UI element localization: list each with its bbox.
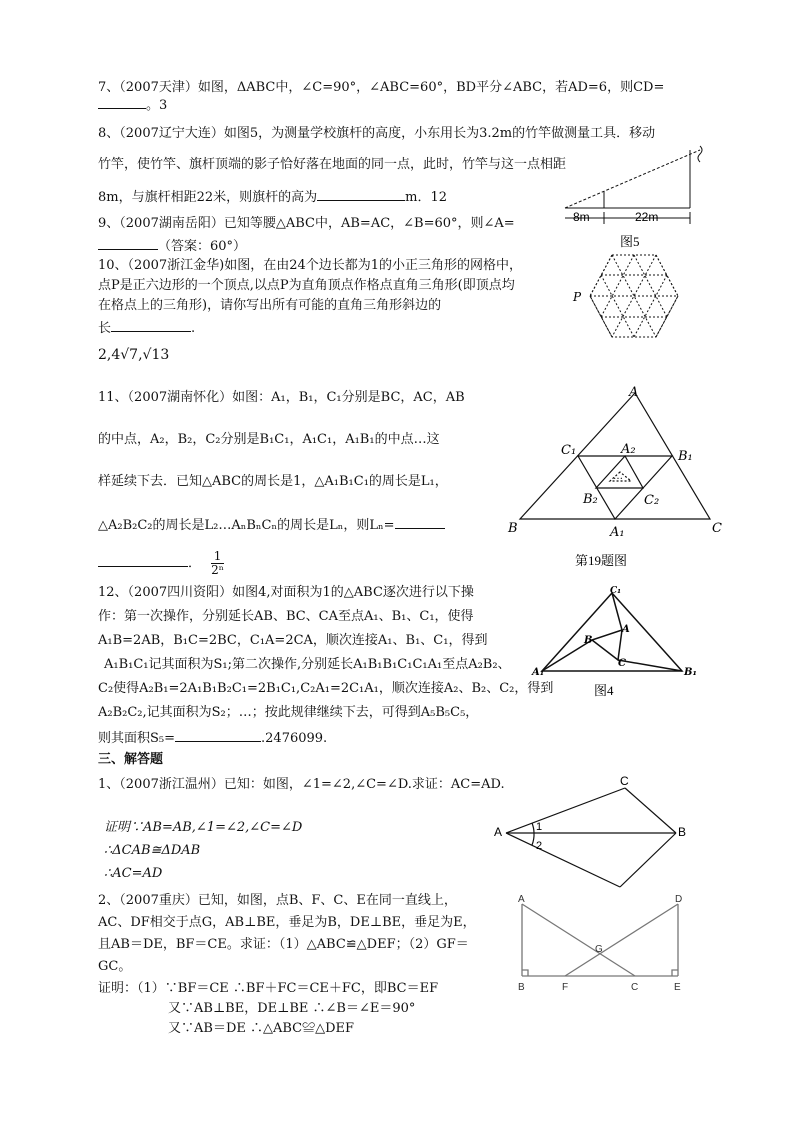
q12-line3: A₁B=2AB，B₁C=2BC，C₁A=2CA，顺次连接A₁、B₁、C₁，得到 (98, 633, 488, 648)
section-3-heading: 三、解答题 (98, 752, 164, 767)
p1-proof1: 证明∵AB=AB,∠1=∠2,∠C=∠D (104, 820, 303, 835)
q10-line4: 长 . (98, 321, 196, 336)
p1-proof2: ∴ΔCAB≅ΔDAB (104, 843, 201, 858)
q12-line6: A₂B₂C₂,记其面积为S₂；…；按此规律继续下去，可得到A₅B₅C₅， (98, 705, 479, 720)
p2-line1: 2、（2007重庆）已知，如图，点B、F、C、E在同一直线上， (98, 893, 457, 908)
figure-5-caption: 图5 (620, 234, 640, 249)
label-8m: 8m (573, 210, 590, 224)
shadow-ray (565, 150, 700, 208)
hexagon-grid-figure (570, 250, 695, 345)
svg-text:B₁: B₁ (684, 667, 697, 678)
q11-answer-fraction: $\frac{1}{\text{2ⁿ}}$ (211, 549, 224, 577)
q12-line7: 则其面积S₅= .2476099. (98, 731, 328, 746)
p2-proof2: 又∵AB⊥BE，DE⊥BE ∴∠B＝∠E＝90° (168, 1001, 416, 1016)
svg-text:…: … (613, 471, 623, 482)
q10-answer: 2,4√7,√13 (98, 347, 170, 363)
q12-line1: 12、（2007四川资阳）如图4,对面积为1的△ABC逐次进行以下操 (98, 585, 474, 600)
svg-text:A: A (629, 385, 639, 400)
p1-proof3: ∴AC=AD (104, 866, 163, 881)
svg-text:G: G (595, 944, 603, 955)
p2-line4: GC。 (98, 959, 132, 974)
crossing-lines-figure (510, 890, 695, 1000)
svg-text:B: B (518, 982, 525, 993)
p2-line3: 且AB＝DE，BF＝CE。求证：（1）△ABC≌△DEF；（2）GF＝ (98, 937, 469, 952)
svg-text:A: A (494, 825, 503, 839)
q11-line5: ． $\frac{1}{\text{2ⁿ}}$ (98, 550, 224, 577)
q8-line3: 8m，与旗杆相距22米，则旗杆的高为 m．12 (98, 190, 448, 205)
q11-line2: 的中点，A₂，B₂，C₂分别是B₁C₁，A₁C₁，A₁B₁的中点…这 (98, 432, 440, 447)
nested-triangles-figure (500, 383, 740, 568)
svg-text:1: 1 (536, 821, 543, 833)
svg-text:D: D (675, 894, 683, 905)
svg-text:A: A (518, 894, 525, 905)
q12-line2: 作：第一次操作，分别延长AB、BC、CA至点A₁、B₁、C₁，使得 (98, 609, 474, 624)
q12-line4: A₁B₁C₁记其面积为S₁;第二次操作,分别延长A₁B₁B₁C₁C₁A₁至点A₂B₂、 (104, 657, 511, 672)
svg-text:B: B (508, 521, 518, 536)
q7-blank (98, 96, 146, 109)
svg-text:B₂: B₂ (583, 492, 598, 507)
q11-line3: 样延续下去．已知△ABC的周长是1，△A₁B₁C₁的周长是L₁， (98, 474, 448, 489)
p2-proof1: 证明：（1）∵BF＝CE ∴BF＋FC＝CE＋FC，即BC＝EF (98, 981, 439, 996)
svg-text:C₂: C₂ (644, 493, 660, 508)
svg-text:C: C (712, 521, 722, 536)
flag-icon (698, 146, 702, 162)
q8-line2: 竹竿，使竹竿、旗杆顶端的影子恰好落在地面的同一点，此时，竹竿与这一点相距 (98, 157, 567, 172)
svg-text:B: B (584, 635, 593, 646)
figure-4-caption: 图4 (594, 683, 614, 698)
q9-line2: （答案：60°） (98, 237, 246, 255)
svg-text:2: 2 (536, 840, 543, 852)
point-p-label: P (573, 290, 582, 304)
svg-text:B: B (678, 825, 687, 839)
figure-19-caption: 第19题图 (575, 553, 628, 568)
svg-text:B₁: B₁ (678, 449, 693, 464)
svg-text:C: C (620, 774, 629, 788)
q10-line1: 10、（2007浙江金华)如图，在由24个边长都为1的小正三角形的网格中， (98, 258, 523, 273)
q10-line2: 点P是正六边形的一个顶点,以点P为直角顶点作格点直角三角形(即顶点均 (98, 278, 515, 293)
p1-line1: 1、（2007浙江温州）已知：如图，∠1=∠2,∠C=∠D.求证：AC=AD. (98, 777, 505, 792)
q11-line4: △A₂B₂C₂的周长是L₂…AₙBₙCₙ的周长是Lₙ，则Lₙ= (98, 516, 445, 534)
svg-text:C: C (618, 658, 626, 669)
q11-line1: 11、（2007湖南怀化）如图：A₁，B₁，C₁分别是BC，AC，AB (98, 390, 465, 405)
q10-line3: 在格点上的三角形)，请你写出所有可能的直角三角形斜边的 (98, 298, 442, 313)
svg-text:C: C (631, 982, 639, 993)
flagpole-figure (555, 140, 715, 260)
q12-line5: C₂使得A₂B₁=2A₁B₁B₂C₁=2B₁C₁,C₂A₁=2C₁A₁，顺次连接A₂、B₂、C₂，得到 (98, 681, 554, 696)
q8-line1: 8、（2007辽宁大连）如图5，为测量学校旗杆的高度，小东用长为3.2m的竹竿做测量工具．移动 (98, 126, 656, 141)
label-22m: 22m (635, 210, 659, 224)
svg-text:A: A (622, 624, 630, 635)
q9-line1: 9、（2007湖南岳阳）已知等腰△ABC中，AB=AC，∠B=60°，则∠A= (98, 216, 515, 231)
q7-line: 7、（2007天津）如图，ΔABC中，∠C=90°，∠ABC=60°，BD平分∠ABC，若AD=6，则CD= 。3 (98, 80, 665, 113)
svg-text:C₁: C₁ (610, 586, 622, 596)
area-triangles-figure (530, 585, 700, 705)
svg-text:C₁: C₁ (561, 443, 577, 458)
p2-proof3: 又∵AB＝DE ∴△ABC≌△DEF (168, 1021, 355, 1036)
kite-figure (490, 772, 690, 892)
svg-text:E: E (674, 982, 681, 993)
p2-line2: AC、DF相交于点G，AB⊥BE，垂足为B，DE⊥BE，垂足为E， (98, 915, 476, 930)
svg-text:F: F (562, 982, 569, 993)
svg-text:A₁: A₁ (610, 525, 625, 540)
svg-text:A₁: A₁ (532, 667, 545, 678)
svg-text:A₂: A₂ (621, 442, 636, 457)
